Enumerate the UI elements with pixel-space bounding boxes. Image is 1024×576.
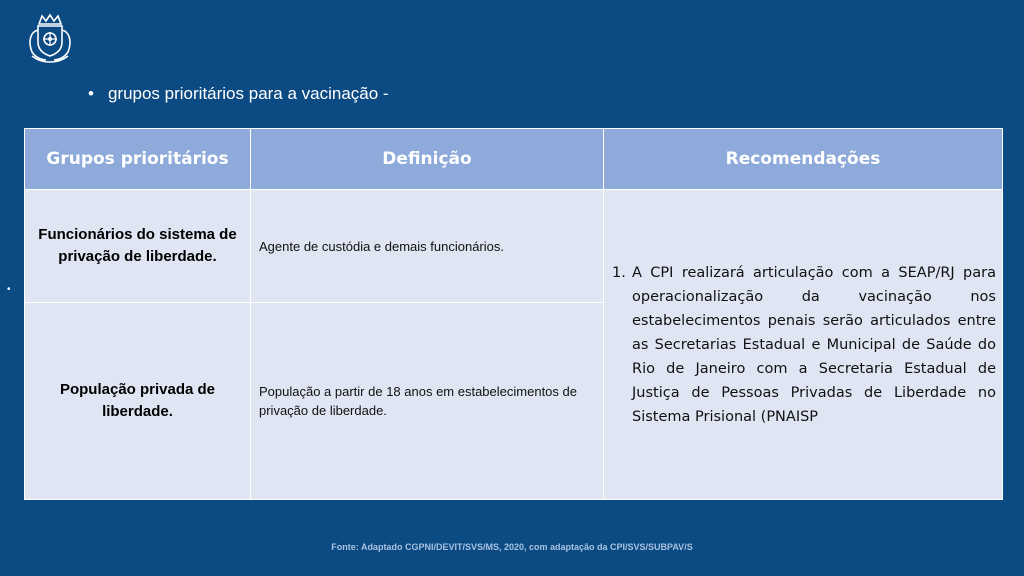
table-row <box>25 190 1003 303</box>
recommendation-text: A CPI realizará articulação com a SEAP/RJ para operacionalização da vacinação nos estabelecimentos penais serão articulados entre as Secretarias Estadual e Municipal de Saúde do Rio de Janeiro com a Secretaria Estadual de Justiça de Pessoas Privadas de Liberdade no Sistema Prisional (PNAISP <box>632 264 996 425</box>
group-cell: População privada de liberdade. <box>25 303 251 500</box>
bullet-glyph: • <box>88 84 94 103</box>
table-header-row <box>25 129 1003 190</box>
header-recommendations: Recomendações <box>604 129 1003 190</box>
slide-heading <box>88 84 389 104</box>
group-cell: Funcionários do sistema de privação de liberdade. <box>25 190 251 303</box>
definition-cell: Agente de custódia e demais funcionários. <box>251 190 604 303</box>
heading-text: grupos prioritários para a vacinação - <box>107 84 389 103</box>
source-footnote: Fonte: Adaptado CGPNI/DEVIT/SVS/MS, 2020, com adaptação da CPI/SVS/SUBPAV/S <box>331 542 693 552</box>
stray-bullet: • <box>7 284 11 295</box>
recommendation-number: 1. <box>612 264 626 281</box>
header-definition: Definição <box>251 129 604 190</box>
priority-groups-table <box>24 128 1003 500</box>
recommendation-item <box>612 261 996 429</box>
city-crest-icon <box>24 12 76 64</box>
header-groups: Grupos prioritários <box>25 129 251 190</box>
definition-cell: População a partir de 18 anos em estabelecimentos de privação de liberdade. <box>251 303 604 500</box>
recommendation-cell <box>604 190 1003 500</box>
